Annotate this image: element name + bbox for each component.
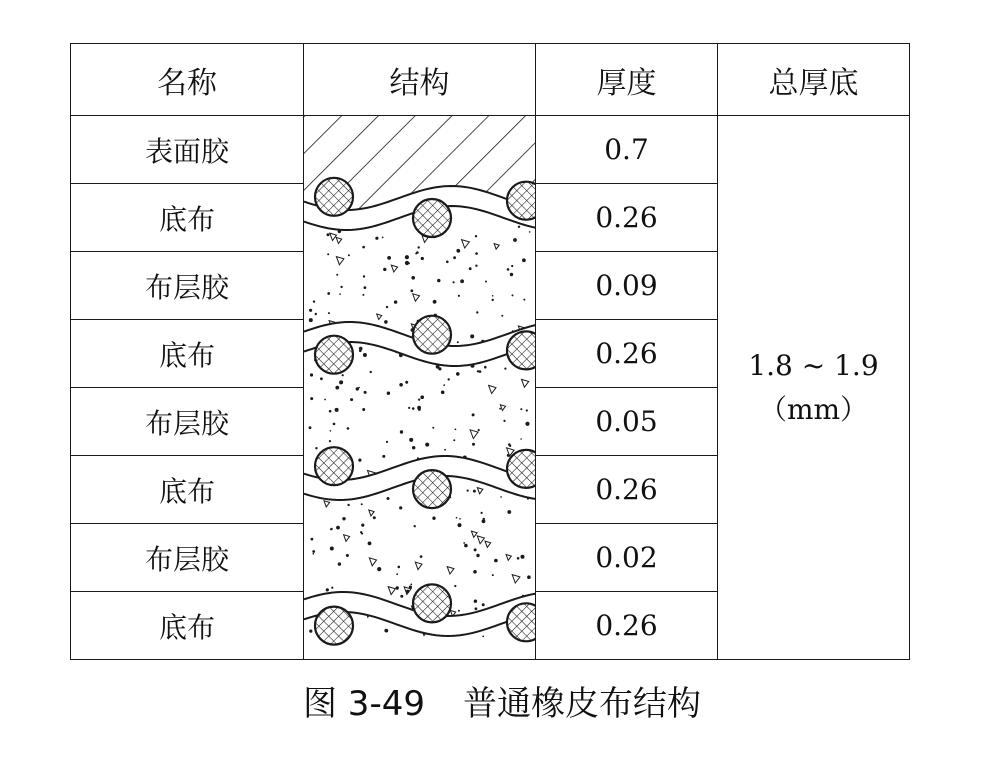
rubber-speck [409, 438, 413, 442]
rubber-speck [327, 233, 330, 236]
rubber-speck [482, 636, 484, 638]
rubber-speck [454, 585, 456, 587]
rubber-speck [386, 441, 388, 443]
rubber-speck [358, 387, 360, 389]
rubber-speck [330, 430, 332, 432]
layer-thickness: 0.02 [536, 524, 718, 592]
rubber-speck [520, 408, 522, 410]
rubber-speck [330, 547, 334, 551]
rubber-speck [475, 252, 478, 255]
rubber-speck [425, 443, 429, 447]
rubber-speck [362, 246, 365, 249]
rubber-speck [458, 295, 460, 297]
rubber-speck [421, 257, 424, 260]
layer-thickness: 0.09 [536, 252, 718, 320]
layer-name: 底布 [71, 456, 304, 524]
rubber-speck [470, 334, 474, 338]
rubber-speck [529, 231, 531, 233]
rubber-speck [399, 506, 402, 509]
layer-thickness: 0.26 [536, 184, 718, 252]
rubber-speck [441, 391, 445, 395]
rubber-speck [362, 408, 365, 411]
layer-thickness: 0.26 [536, 320, 718, 388]
rubber-speck [482, 519, 486, 523]
layer-thickness: 0.05 [536, 388, 718, 456]
rubber-speck [399, 383, 403, 387]
rubber-speck [312, 550, 315, 553]
rubber-speck [363, 275, 365, 277]
rubber-speck [475, 607, 478, 610]
rubber-speck [456, 249, 460, 253]
rubber-speck [459, 518, 461, 520]
blanket-cross-section-diagram [304, 116, 536, 660]
rubber-speck [338, 562, 341, 565]
rubber-speck [382, 237, 384, 239]
rubber-speck [415, 253, 417, 255]
rubber-speck [387, 392, 390, 395]
rubber-speck [400, 430, 403, 433]
rubber-speck [396, 586, 399, 589]
fabric-yarn [413, 470, 451, 508]
rubber-speck [347, 427, 350, 430]
layer-name: 底布 [71, 320, 304, 388]
rubber-speck [346, 554, 349, 557]
layer-name: 布层胶 [71, 252, 304, 320]
rubber-speck [327, 292, 330, 295]
rubber-speck [484, 366, 487, 369]
rubber-speck [518, 226, 520, 228]
rubber-speck [482, 603, 485, 606]
rubber-speck [327, 253, 329, 255]
rubber-speck [472, 413, 475, 416]
rubber-speck [412, 446, 415, 449]
rubber-speck [410, 289, 413, 292]
rubber-speck [504, 368, 506, 370]
fabric-yarn [315, 607, 353, 645]
rubber-speck [455, 429, 457, 431]
rubber-speck [432, 517, 435, 520]
rubber-speck [335, 408, 339, 412]
rubber-speck [309, 630, 312, 633]
rubber-speck [513, 238, 517, 242]
total-thickness-cell [718, 116, 910, 660]
rubber-speck [527, 575, 531, 579]
header-row [71, 44, 910, 116]
rubber-speck [342, 374, 344, 376]
rubber-speck [492, 295, 494, 297]
rubber-speck [420, 395, 424, 399]
rubber-speck [456, 517, 458, 519]
rubber-speck [526, 409, 528, 411]
rubber-speck [457, 341, 459, 343]
rubber-speck [328, 312, 330, 314]
rubber-speck [364, 286, 367, 289]
rubber-speck [329, 440, 331, 442]
rubber-speck [511, 265, 513, 267]
rubber-speck [335, 386, 339, 390]
rubber-speck [387, 256, 391, 260]
rubber-speck [509, 445, 511, 447]
rubber-speck [458, 523, 462, 527]
fabric-yarn [413, 584, 451, 622]
rubber-speck [453, 281, 455, 283]
rubber-speck [348, 254, 350, 256]
fabric-yarn [413, 316, 451, 354]
rubber-speck [418, 399, 420, 401]
rubber-speck [507, 268, 510, 271]
layer-name: 布层胶 [71, 388, 304, 456]
rubber-speck [458, 610, 460, 612]
rubber-speck [448, 378, 450, 380]
rubber-speck [320, 377, 323, 380]
rubber-speck [333, 423, 336, 426]
rubber-speck [310, 373, 313, 376]
rubber-speck [494, 559, 498, 563]
rubber-speck [368, 542, 372, 546]
fabric-yarn [507, 450, 536, 488]
rubber-speck [453, 439, 455, 441]
table-row [71, 116, 910, 184]
rubber-speck [336, 274, 338, 276]
rubber-speck [412, 407, 415, 410]
rubber-speck [324, 399, 326, 401]
rubber-speck [446, 261, 449, 264]
rubber-speck [464, 544, 468, 548]
rubber-speck [408, 407, 410, 409]
rubber-speck [418, 246, 420, 248]
rubber-speck [478, 429, 480, 431]
rubber-speck [499, 408, 501, 410]
rubber-speck [309, 309, 312, 312]
header-total-thickness: 总厚底 [718, 44, 910, 116]
rubber-speck [347, 504, 349, 506]
rubber-speck [500, 496, 502, 498]
rubber-speck [517, 557, 520, 560]
layer-thickness: 0.26 [536, 456, 718, 524]
rubber-speck [475, 235, 477, 237]
rubber-speck [361, 503, 363, 505]
rubber-speck [443, 384, 445, 386]
rubber-speck [340, 286, 342, 288]
rubber-speck [501, 315, 503, 317]
fabric-yarn [413, 199, 451, 237]
rubber-speck [453, 256, 456, 259]
figure-number: 图 3-49 [303, 684, 425, 724]
rubber-speck [331, 587, 333, 589]
rubber-speck [405, 381, 408, 384]
rubber-speck [456, 372, 460, 376]
rubber-speck [400, 595, 403, 598]
header-structure: 结构 [304, 44, 536, 116]
rubber-speck [473, 490, 476, 493]
fabric-yarn [315, 336, 353, 374]
layer-thickness: 0.7 [536, 116, 718, 184]
rubber-speck [492, 299, 494, 301]
rubber-speck [386, 306, 388, 308]
rubber-speck [364, 391, 367, 394]
figure-title: 普通橡皮布结构 [462, 684, 701, 724]
layer-name: 底布 [71, 592, 304, 660]
rubber-speck [313, 300, 315, 302]
structure-table [70, 43, 910, 660]
total-thickness-range: 1.8 ~ 1.9 [748, 349, 879, 383]
header-name: 名称 [71, 44, 304, 116]
rubber-speck [360, 531, 362, 533]
rubber-speck [418, 408, 421, 411]
fabric-yarn [315, 178, 353, 216]
rubber-speck [525, 422, 529, 426]
figure-caption [0, 676, 1004, 725]
rubber-speck [476, 554, 479, 557]
fabric-yarn [315, 447, 353, 485]
rubber-speck [384, 629, 388, 633]
rubber-speck [309, 426, 312, 429]
rubber-speck [342, 517, 345, 520]
header-thickness: 厚度 [536, 44, 718, 116]
rubber-speck [521, 555, 525, 559]
rubber-speck [405, 255, 409, 259]
rubber-speck [512, 294, 514, 296]
rubber-speck [384, 320, 388, 324]
rubber-speck [309, 318, 313, 322]
rubber-speck [473, 570, 477, 574]
total-thickness-unit: （mm） [758, 392, 869, 426]
layer-name: 布层胶 [71, 524, 304, 592]
rubber-speck [330, 528, 332, 530]
rubber-speck [387, 497, 390, 500]
rubber-speck [503, 420, 505, 422]
rubber-speck [474, 600, 477, 603]
rubber-speck [370, 371, 372, 373]
rubber-speck [433, 300, 437, 304]
rubber-speck [359, 350, 362, 353]
rubber-speck [313, 553, 315, 555]
rubber-speck [383, 268, 386, 271]
rubber-speck [339, 380, 343, 384]
structure-diagram-cell [304, 116, 536, 660]
rubber-speck [474, 548, 477, 551]
rubber-speck [411, 276, 415, 280]
layer-thickness: 0.26 [536, 592, 718, 660]
rubber-speck [394, 300, 397, 303]
rubber-speck [350, 398, 353, 401]
rubber-speck [460, 279, 464, 283]
rubber-speck [477, 370, 479, 372]
layer-name: 表面胶 [71, 116, 304, 184]
rubber-speck [405, 261, 409, 265]
rubber-speck [467, 490, 469, 492]
rubber-speck [475, 265, 477, 267]
rubber-speck [510, 273, 513, 276]
rubber-speck [520, 438, 522, 440]
rubber-speck [523, 299, 525, 301]
rubber-speck [492, 574, 494, 576]
rubber-speck [432, 427, 434, 429]
rubber-speck [420, 555, 423, 558]
rubber-speck [373, 516, 376, 519]
layer-name: 底布 [71, 184, 304, 252]
rubber-speck [469, 267, 472, 270]
rubber-speck [437, 279, 440, 282]
fabric-yarn [507, 603, 536, 641]
rubber-speck [362, 294, 364, 296]
rubber-speck [476, 311, 478, 313]
rubber-speck [361, 524, 364, 527]
rubber-speck [310, 397, 313, 400]
rubber-speck [375, 237, 378, 240]
rubber-speck [396, 573, 398, 575]
rubber-speck [472, 443, 475, 446]
rubber-speck [315, 313, 317, 315]
rubber-speck [485, 281, 487, 283]
rubber-speck [326, 588, 329, 591]
rubber-speck [336, 526, 340, 530]
rubber-speck [339, 293, 341, 295]
rubber-speck [329, 410, 332, 413]
rubber-speck [522, 258, 526, 262]
rubber-speck [410, 584, 412, 586]
rubber-speck [358, 459, 361, 462]
rubber-speck [377, 567, 381, 571]
rubber-speck [311, 538, 314, 541]
rubber-speck [463, 542, 465, 544]
rubber-speck [444, 449, 446, 451]
fabric-yarn [507, 331, 536, 369]
rubber-speck [507, 510, 511, 514]
rubber-speck [315, 447, 317, 449]
rubber-speck [382, 455, 385, 458]
rubber-speck [398, 566, 401, 569]
fabric-yarn [507, 182, 536, 220]
rubber-speck [363, 353, 367, 357]
rubber-speck [481, 512, 483, 514]
rubber-speck [414, 525, 416, 527]
